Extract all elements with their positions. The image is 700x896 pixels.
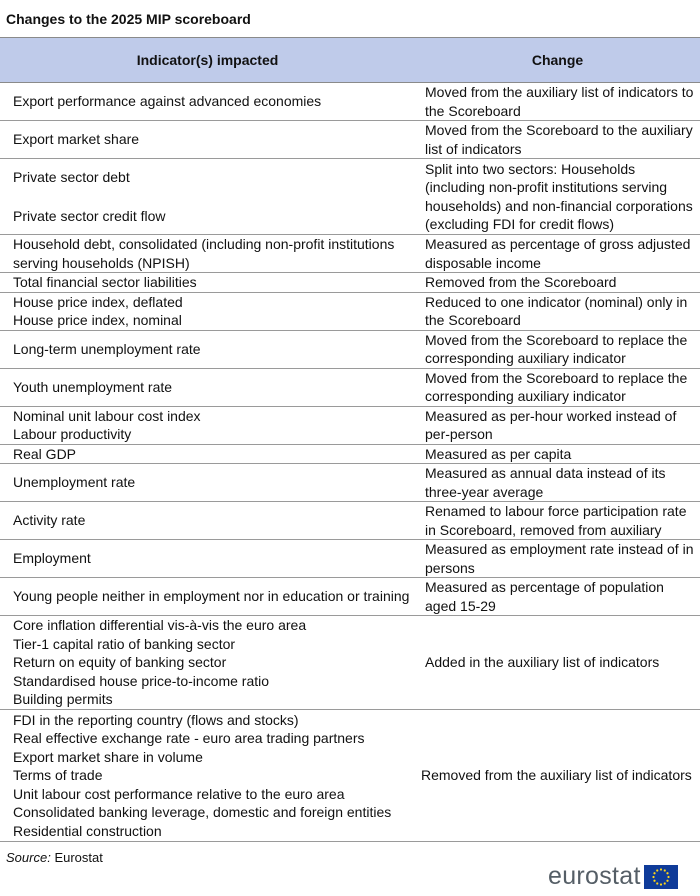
indicator-cell (0, 330, 415, 368)
table-title: Changes to the 2025 MIP scoreboard (6, 11, 251, 27)
eu-flag-icon (644, 865, 678, 889)
indicator-line: Private sector credit flow (13, 207, 166, 224)
table-row (0, 159, 700, 235)
indicator-cell: Household debt, consolidated (including non-profit institutions serving households (NPISH) (0, 235, 415, 273)
table-row (0, 368, 700, 406)
indicator-line: Real GDP (13, 445, 77, 462)
change-cell: Measured as annual data instead of its three-year average (415, 464, 700, 502)
table-row (0, 540, 700, 578)
indicator-cell (0, 464, 415, 502)
change-cell: Measured as percentage of gross adjusted disposable income (415, 235, 700, 273)
header-change: Change (415, 38, 700, 83)
change-cell: Moved from the Scoreboard to replace the corresponding auxiliary indicator (415, 368, 700, 406)
table-row (0, 578, 700, 616)
indicator-line: Building permits (13, 691, 113, 708)
indicator-line: House price index, deflated (13, 293, 183, 310)
indicator-line: Unemployment rate (13, 474, 136, 491)
indicator-cell (0, 540, 415, 578)
table-row (0, 502, 700, 540)
table-row (0, 235, 700, 273)
flag-star (667, 875, 669, 877)
flag-star (666, 879, 668, 881)
indicator-line: Real effective exchange rate - euro area trading partners (13, 730, 365, 747)
flag-star (663, 882, 665, 884)
indicator-line: Terms of trade (13, 767, 103, 784)
table-row (0, 273, 700, 293)
change-cell: Removed from the Scoreboard (415, 273, 700, 293)
indicator-line: Core inflation differential vis-à-vis the euro area (13, 617, 307, 634)
indicator-cell (0, 121, 415, 159)
eurostat-logo (548, 862, 678, 891)
indicator-line: Youth unemployment rate (13, 378, 173, 395)
indicator-cell (0, 502, 415, 540)
change-cell: Measured as percentage of population aged 15-29 (415, 578, 700, 616)
indicator-line: Export performance against advanced economies (13, 93, 322, 110)
indicator-line: Long-term unemployment rate (13, 340, 201, 357)
flag-star (656, 882, 658, 884)
change-cell: Removed from the auxiliary list of indicators (415, 710, 700, 842)
indicator-line: Residential construction (13, 822, 162, 839)
source-label: Source: (6, 850, 51, 865)
indicator-line: Labour productivity (13, 426, 132, 442)
indicator-line: Export market share (13, 131, 140, 148)
change-cell: Measured as employment rate instead of in persons (415, 540, 700, 578)
flag-star (666, 872, 668, 874)
indicator-cell (0, 406, 415, 444)
indicator-line: Return on equity of banking sector (13, 654, 227, 671)
table-row (0, 710, 700, 842)
table-row (0, 406, 700, 444)
indicator-cell (0, 368, 415, 406)
flag-star (656, 869, 658, 871)
indicator-line: Nominal unit labour cost index (13, 407, 201, 424)
indicator-cell (0, 444, 415, 464)
indicator-cell (0, 292, 415, 330)
indicator-line: Total financial sector liabilities (13, 274, 197, 290)
indicator-line: Consolidated banking leverage, domestic and foreign entities (13, 804, 392, 821)
source-value: Eurostat (54, 850, 103, 865)
indicator-cell (0, 83, 415, 121)
table-row (0, 330, 700, 368)
indicator-line: Export market share in volume (13, 748, 203, 765)
change-cell: Reduced to one indicator (nominal) only in the Scoreboard (415, 292, 700, 330)
indicator-line: House price index, nominal (13, 312, 182, 328)
change-cell: Renamed to labour force participation rate in Scoreboard, removed from auxiliary (415, 502, 700, 540)
table-row (0, 616, 700, 710)
indicator-cell (0, 578, 415, 616)
change-cell: Split into two sectors: Households (including non-profit institutions serving households) and non-financial corporations (excluding FDI for credit flows) (415, 159, 700, 235)
flag-star (660, 883, 662, 885)
flag-star (653, 879, 655, 881)
flag-star (663, 869, 665, 871)
mip-changes-table (0, 37, 700, 842)
logo-wordmark: eurostat (548, 862, 641, 890)
change-cell: Measured as per capita (415, 444, 700, 464)
indicator-line: Unit labour cost performance relative to the euro area (13, 785, 345, 802)
indicator-cell (0, 159, 415, 235)
flag-star (652, 875, 654, 877)
table-row (0, 444, 700, 464)
indicator-cell (0, 710, 415, 842)
indicator-line: FDI in the reporting country (flows and stocks) (13, 711, 299, 728)
table-row (0, 83, 700, 121)
change-cell: Added in the auxiliary list of indicators (415, 616, 700, 710)
table-row (0, 121, 700, 159)
indicator-line: Activity rate (13, 512, 86, 529)
flag-star (660, 868, 662, 870)
table-header-row (0, 38, 700, 83)
indicator-line: Young people neither in employment nor in education or training (13, 588, 410, 605)
table-row (0, 464, 700, 502)
source-note (6, 850, 103, 865)
table-row (0, 292, 700, 330)
flag-star (653, 872, 655, 874)
indicator-line: Tier-1 capital ratio of banking sector (13, 635, 236, 652)
indicator-cell (0, 273, 415, 293)
indicator-line: Private sector debt (13, 169, 130, 185)
change-cell: Moved from the Scoreboard to the auxiliary list of indicators (415, 121, 700, 159)
indicator-line: Employment (13, 550, 91, 567)
indicator-cell (0, 616, 415, 710)
change-cell: Moved from the auxiliary list of indicators to the Scoreboard (415, 83, 700, 121)
change-cell: Moved from the Scoreboard to replace the corresponding auxiliary indicator (415, 330, 700, 368)
change-cell: Measured as per-hour worked instead of per-person (415, 406, 700, 444)
header-indicators: Indicator(s) impacted (0, 38, 415, 83)
indicator-line: Standardised house price-to-income ratio (13, 672, 270, 689)
